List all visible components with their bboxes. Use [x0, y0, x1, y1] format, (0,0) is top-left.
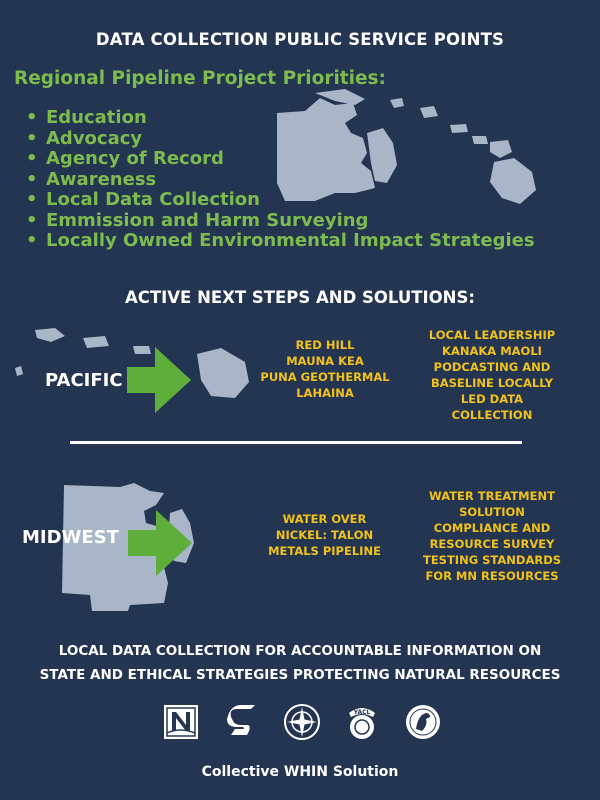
solution-line: RESOURCE SURVEY [429, 537, 555, 551]
priorities-list [26, 108, 535, 252]
solution-line: KANAKA MAOLI [442, 344, 542, 358]
solution-line: FOR MN RESOURCES [425, 569, 559, 583]
site-line: RED HILL [295, 338, 355, 352]
footer-line-2: STATE AND ETHICAL STRATEGIES PROTECTING NATURAL RESOURCES [39, 667, 561, 683]
solution-line: BASELINE LOCALLY [430, 376, 554, 390]
bird-seal-logo-icon [404, 703, 442, 741]
n-logo-icon [162, 703, 200, 741]
midwest-sites [242, 511, 407, 559]
priorities-heading: Regional Pipeline Project Priorities: [14, 68, 386, 89]
priority-item: • Agency of Record [26, 149, 535, 170]
divider [70, 441, 522, 444]
midwest-label: MIDWEST [22, 527, 119, 548]
priority-item: • Education [26, 108, 535, 129]
solution-line: PODCASTING AND [433, 360, 551, 374]
priority-item: • Advocacy [26, 129, 535, 150]
solution-line: SOLUTION [459, 505, 525, 519]
priority-item: • Emmission and Harm Surveying [26, 211, 535, 232]
s-logo-icon [223, 703, 261, 741]
steps-heading: ACTIVE NEXT STEPS AND SOLUTIONS: [125, 288, 475, 307]
site-line: LAHAINA [296, 386, 354, 400]
solution-line: TESTING STANDARDS [422, 553, 562, 567]
site-line: WATER OVER [282, 512, 367, 526]
footer-statement [0, 639, 600, 687]
arrow-icon-midwest [128, 510, 192, 576]
page-title: DATA COLLECTION PUBLIC SERVICE POINTS [95, 30, 505, 49]
solution-line: COLLECTION [451, 408, 533, 422]
arrow-icon [127, 347, 191, 413]
solution-line: COMPLIANCE AND [433, 521, 551, 535]
site-line: NICKEL: TALON [275, 528, 374, 542]
priority-item: • Local Data Collection [26, 190, 535, 211]
footer-line-1: LOCAL DATA COLLECTION FOR ACCOUNTABLE INFORMATION ON [58, 643, 542, 659]
yacl-logo-icon [343, 703, 381, 741]
solution-line: LED DATA [460, 392, 524, 406]
solution-line: LOCAL LEADERSHIP [428, 328, 556, 342]
pacific-sites [245, 337, 405, 401]
brand-name: Collective WHIN Solution [201, 764, 399, 780]
pacific-solutions [412, 327, 572, 423]
compass-logo-icon [283, 703, 321, 741]
priority-item: • Awareness [26, 170, 535, 191]
site-line: PUNA GEOTHERMAL [260, 370, 390, 384]
site-line: METALS PIPELINE [268, 544, 381, 558]
midwest-solutions [412, 488, 572, 584]
solution-line: WATER TREATMENT [429, 489, 555, 503]
yacl-text: YACL [353, 709, 371, 716]
pacific-label: PACIFIC [45, 370, 123, 391]
site-line: MAUNA KEA [286, 354, 364, 368]
priority-item: • Locally Owned Environmental Impact Strategies [26, 231, 535, 252]
